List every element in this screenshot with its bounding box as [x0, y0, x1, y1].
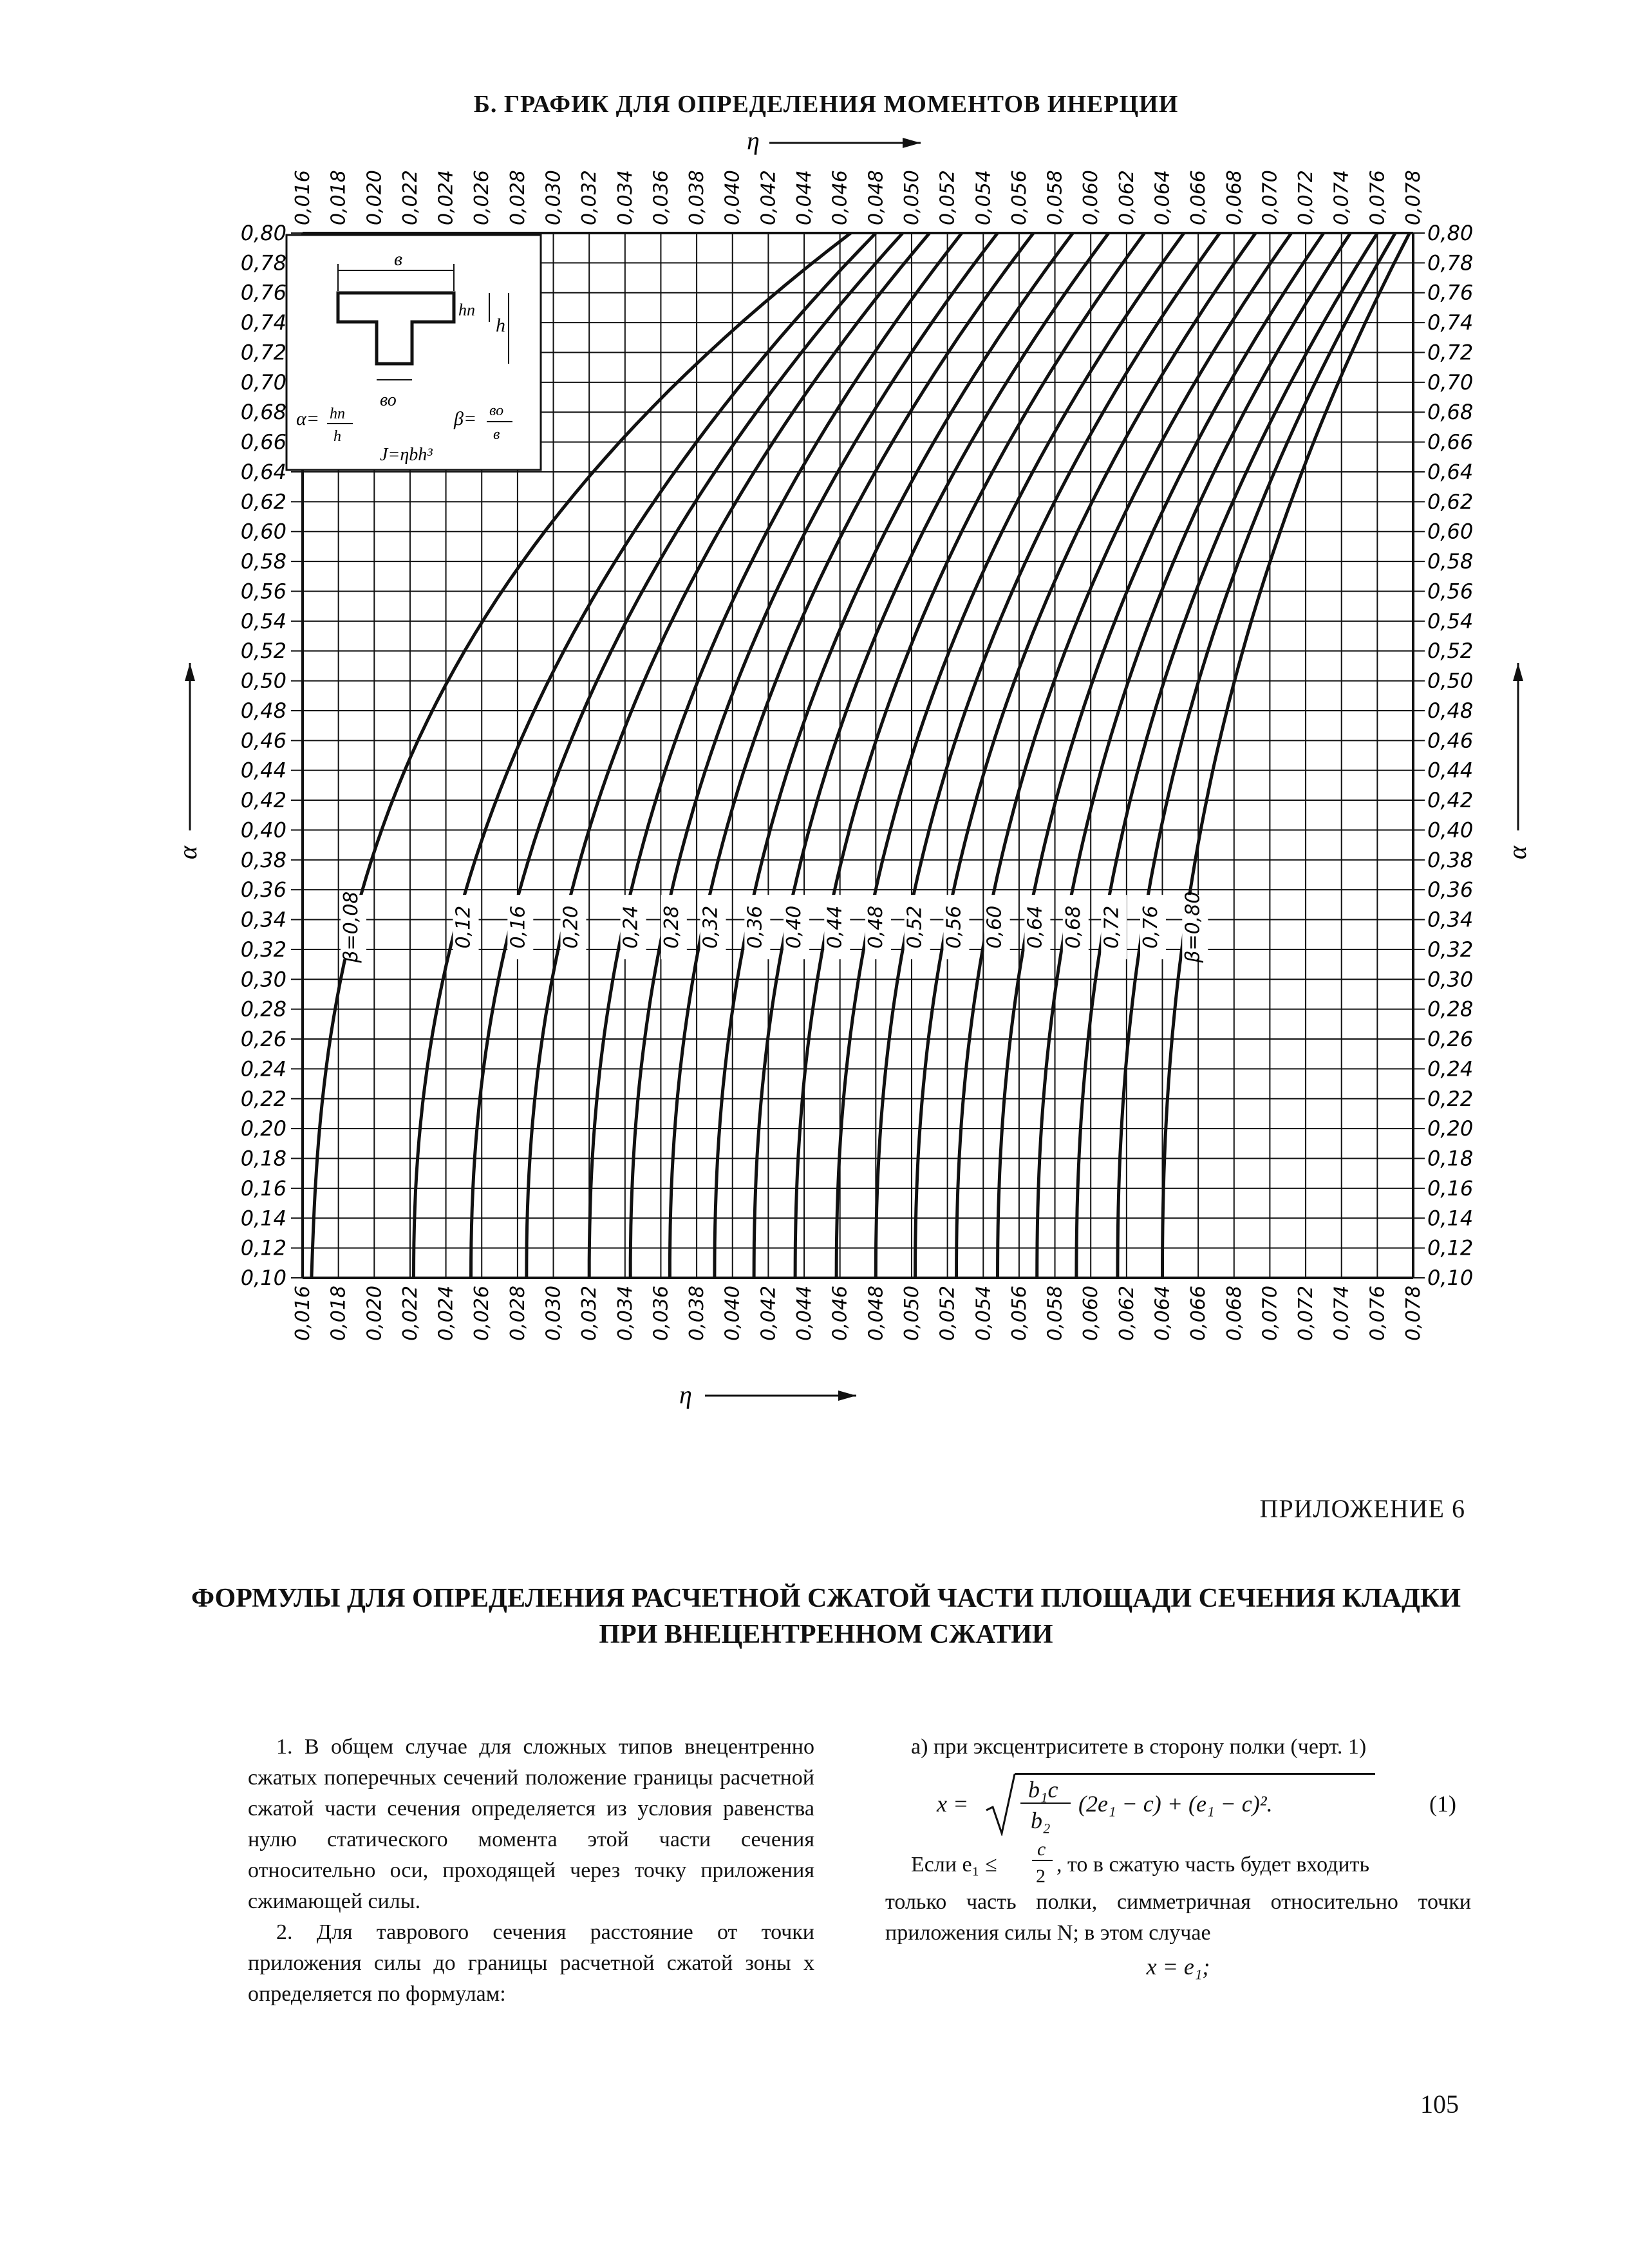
x-tick-label-bottom: 0,050	[900, 1286, 923, 1341]
y-tick-label-left: 0,68	[240, 400, 286, 425]
main-heading-line-1: ФОРМУЛЫ ДЛЯ ОПРЕДЕЛЕНИЯ РАСЧЕТНОЙ СЖАТОЙ ЧАСТИ ПЛОЩАДИ СЕЧЕНИЯ КЛАДКИ	[191, 1584, 1461, 1613]
x-tick-label-top: 0,056	[1008, 170, 1031, 225]
y-tick-label-left: 0,46	[240, 728, 286, 753]
y-tick-label-left: 0,22	[240, 1086, 286, 1111]
y-tick-label-left: 0,38	[240, 847, 286, 872]
inset-beta-num: во	[489, 402, 504, 419]
x-tick-label-top: 0,054	[972, 170, 995, 225]
x-tick-label-top: 0,048	[865, 170, 888, 225]
curve-label: 0,52	[903, 905, 926, 949]
x-tick-label-bottom: 0,034	[614, 1286, 637, 1341]
x-tick-label-bottom: 0,042	[757, 1286, 780, 1341]
curve-beta-068	[1037, 233, 1351, 1278]
x-tick-label-top: 0,050	[900, 170, 923, 225]
formula-1-rest: (2e₁ − c) + (e₁ − c)².	[1078, 1791, 1273, 1817]
x-tick-label-bottom: 0,074	[1330, 1286, 1353, 1341]
x-tick-label-bottom: 0,078	[1402, 1286, 1425, 1341]
x-tick-label-bottom: 0,020	[363, 1286, 386, 1341]
y-tick-label-right: 0,30	[1427, 967, 1474, 992]
y-tick-label-left: 0,44	[240, 758, 286, 783]
x-tick-label-bottom: 0,070	[1259, 1286, 1282, 1341]
x-tick-label-bottom: 0,040	[721, 1286, 744, 1341]
y-axis-arrow-left-head	[185, 663, 195, 681]
y-tick-label-right: 0,44	[1427, 758, 1474, 783]
y-tick-label-left: 0,28	[240, 997, 286, 1022]
x-tick-label-bottom: 0,068	[1223, 1286, 1246, 1341]
x-tick-label-top: 0,038	[686, 170, 709, 225]
x-tick-labels-top	[292, 170, 1425, 225]
left-column	[248, 1732, 814, 2010]
y-tick-label-left: 0,24	[240, 1056, 286, 1082]
y-axis-arrow-right-head	[1513, 663, 1523, 681]
x-tick-label-top: 0,064	[1151, 170, 1174, 225]
x-tick-label-bottom: 0,076	[1366, 1286, 1389, 1341]
x-tick-label-top: 0,028	[506, 170, 529, 225]
sqrt-sign-icon	[985, 1772, 1017, 1836]
x-tick-label-top: 0,022	[399, 170, 422, 225]
y-tick-label-right: 0,58	[1427, 549, 1474, 574]
curve-label: 0,56	[943, 905, 966, 949]
x-axis-label-bottom: η	[679, 1380, 692, 1409]
y-tick-label-left: 0,20	[240, 1116, 286, 1141]
inset-b-label: в	[394, 248, 403, 270]
x-tick-label-top: 0,032	[578, 170, 601, 225]
y-tick-label-left: 0,70	[240, 370, 286, 395]
x-tick-label-bottom: 0,044	[793, 1286, 816, 1341]
paragraph-2: 2. Для таврового сечения расстояние от точки приложения силы до границы расчетной сжатой зоны x определяется по формулам:	[248, 1920, 814, 2006]
y-tick-label-left: 0,78	[240, 250, 286, 276]
y-axis-label-left: α	[173, 846, 202, 859]
y-tick-label-right: 0,56	[1427, 579, 1474, 604]
x-tick-label-top: 0,066	[1187, 170, 1210, 225]
y-tick-label-right: 0,78	[1427, 250, 1474, 276]
x-tick-label-top: 0,068	[1223, 170, 1246, 225]
t-section-inset	[286, 235, 541, 470]
formula-2: x = e₁;	[1146, 1954, 1210, 1980]
y-tick-label-left: 0,48	[240, 698, 286, 723]
inset-hp-label: hп	[458, 301, 475, 319]
x-axis-arrow-bottom-head	[838, 1390, 856, 1401]
curve-beta-028	[630, 233, 997, 1278]
y-tick-label-right: 0,16	[1427, 1175, 1474, 1201]
curve-label: 0,60	[983, 905, 1006, 949]
curve-beta-052	[876, 233, 1219, 1278]
curve-label: 0,68	[1062, 905, 1085, 949]
case-a-continuation: только часть полки, симметричная относительно точки приложения силы N; в этом случае	[885, 1890, 1471, 1945]
curve-beta-020	[527, 233, 930, 1278]
x-tick-label-top: 0,026	[471, 170, 494, 225]
inset-j-formula: J=ηbh³	[380, 445, 433, 465]
curve-labels	[340, 892, 1208, 964]
y-tick-label-left: 0,54	[240, 608, 286, 633]
curve-label: 0,36	[744, 905, 767, 949]
condition-numerator: c	[1037, 1839, 1046, 1860]
formula-1-denominator: b₂	[1031, 1808, 1051, 1833]
x-tick-label-top: 0,046	[829, 170, 852, 225]
y-tick-label-left: 0,32	[240, 937, 286, 962]
x-tick-label-top: 0,036	[650, 170, 673, 225]
curve-label: β=0,80	[1181, 891, 1205, 963]
x-tick-label-bottom: 0,032	[578, 1286, 601, 1341]
condition-denominator: 2	[1036, 1866, 1046, 1887]
y-tick-label-left: 0,66	[240, 429, 286, 454]
y-tick-label-left: 0,74	[240, 310, 286, 335]
y-tick-label-left: 0,36	[240, 877, 286, 903]
x-tick-label-bottom: 0,024	[435, 1286, 458, 1341]
x-tick-label-top: 0,062	[1115, 170, 1138, 225]
y-tick-label-right: 0,32	[1427, 937, 1474, 962]
main-heading	[0, 1580, 1652, 1653]
curve-label: 0,76	[1139, 905, 1162, 949]
x-tick-label-bottom: 0,060	[1080, 1286, 1103, 1341]
x-tick-label-top: 0,058	[1044, 170, 1067, 225]
y-tick-label-right: 0,62	[1427, 489, 1474, 514]
curve-label: 0,20	[559, 905, 583, 949]
y-tick-label-right: 0,72	[1427, 340, 1474, 365]
x-tick-label-bottom: 0,064	[1151, 1286, 1174, 1341]
x-tick-label-bottom: 0,052	[936, 1286, 959, 1341]
y-tick-label-right: 0,50	[1427, 668, 1474, 693]
x-tick-label-top: 0,070	[1259, 170, 1282, 225]
paragraph-1: 1. В общем случае для сложных типов внецентренно сжатых поперечных сечений положение границы расчетной сжатой части сечения определяется из условия равенства нулю статического момента этой части сечения относительно оси, проходящей через точку приложения сжимающей силы.	[248, 1735, 814, 1913]
x-tick-label-top: 0,030	[542, 170, 565, 225]
y-tick-label-right: 0,46	[1427, 728, 1474, 753]
y-tick-label-left: 0,12	[240, 1235, 286, 1260]
y-tick-label-right: 0,64	[1427, 459, 1474, 484]
y-tick-label-left: 0,34	[240, 907, 286, 932]
y-tick-label-right: 0,12	[1427, 1235, 1474, 1260]
y-tick-label-right: 0,36	[1427, 877, 1474, 903]
y-tick-label-right: 0,52	[1427, 639, 1474, 664]
x-tick-label-bottom: 0,018	[327, 1286, 350, 1341]
x-tick-label-top: 0,016	[292, 170, 314, 225]
x-tick-label-top: 0,042	[757, 170, 780, 225]
main-heading-line-2: ПРИ ВНЕЦЕНТРЕННОМ СЖАТИИ	[599, 1620, 1053, 1649]
x-tick-label-top: 0,074	[1330, 170, 1353, 225]
x-tick-label-top: 0,020	[363, 170, 386, 225]
y-tick-label-left: 0,26	[240, 1027, 286, 1052]
y-tick-label-left: 0,14	[240, 1206, 286, 1231]
curve-label: 0,12	[452, 905, 475, 949]
y-tick-label-right: 0,28	[1427, 997, 1474, 1022]
y-tick-label-right: 0,66	[1427, 429, 1474, 454]
formula-1-number: (1)	[1429, 1791, 1456, 1817]
x-tick-label-bottom: 0,022	[399, 1286, 422, 1341]
y-tick-label-right: 0,70	[1427, 370, 1474, 395]
y-tick-label-right: 0,76	[1427, 280, 1474, 305]
y-tick-label-left: 0,18	[240, 1146, 286, 1171]
curve-label: 0,72	[1100, 905, 1123, 949]
y-tick-label-right: 0,54	[1427, 608, 1474, 633]
y-tick-label-right: 0,14	[1427, 1206, 1474, 1231]
curve-label: 0,40	[783, 905, 806, 949]
y-tick-label-left: 0,64	[240, 459, 286, 484]
x-tick-label-bottom: 0,036	[650, 1286, 673, 1341]
x-axis-arrow-top-head	[903, 138, 921, 148]
case-a-text: а) при эксцентриситете в сторону полки (черт. 1)	[911, 1735, 1367, 1759]
curve-label: 0,64	[1024, 905, 1047, 949]
inset-beta-den: в	[493, 426, 500, 443]
y-tick-label-left: 0,10	[240, 1266, 286, 1290]
y-tick-label-left: 0,60	[240, 519, 286, 544]
y-axis-label-right: α	[1503, 846, 1532, 859]
x-axis-label-top: η	[747, 126, 760, 155]
y-tick-label-right: 0,10	[1427, 1266, 1474, 1290]
curve-label: 0,16	[507, 905, 530, 949]
inset-alpha-num: hп	[330, 406, 345, 422]
x-tick-label-bottom: 0,028	[506, 1286, 529, 1341]
y-tick-label-left: 0,52	[240, 639, 286, 664]
x-tick-label-top: 0,052	[936, 170, 959, 225]
curve-beta-024	[589, 233, 962, 1278]
curve-beta-060	[957, 233, 1291, 1278]
y-tick-label-left: 0,40	[240, 818, 286, 843]
y-tick-label-right: 0,68	[1427, 400, 1474, 425]
x-tick-label-bottom: 0,038	[686, 1286, 709, 1341]
y-tick-label-right: 0,60	[1427, 519, 1474, 544]
y-tick-label-left: 0,30	[240, 967, 286, 992]
formula-1-numerator: b₁c	[1028, 1777, 1058, 1803]
inset-alpha-formula: α=	[296, 408, 319, 429]
inset-alpha-den: h	[333, 428, 341, 445]
y-tick-label-right: 0,40	[1427, 818, 1474, 843]
y-tick-label-right: 0,18	[1427, 1146, 1474, 1171]
x-tick-label-top: 0,060	[1080, 170, 1103, 225]
chart-title: Б. ГРАФИК ДЛЯ ОПРЕДЕЛЕНИЯ МОМЕНТОВ ИНЕРЦИИ	[473, 91, 1179, 118]
x-tick-label-bottom: 0,062	[1115, 1286, 1138, 1341]
y-tick-label-left: 0,76	[240, 280, 286, 305]
y-tick-label-right: 0,20	[1427, 1116, 1474, 1141]
page-number: 105	[1420, 2090, 1459, 2119]
y-tick-label-left: 0,42	[240, 788, 286, 813]
y-tick-label-left: 0,62	[240, 489, 286, 514]
inset-h-label: h	[496, 315, 505, 336]
y-tick-label-right: 0,24	[1427, 1056, 1474, 1082]
x-tick-label-bottom: 0,054	[972, 1286, 995, 1341]
x-tick-label-top: 0,040	[721, 170, 744, 225]
curve-beta-044	[795, 233, 1145, 1278]
y-tick-label-right: 0,22	[1427, 1086, 1474, 1111]
x-tick-label-top: 0,024	[435, 170, 458, 225]
y-tick-label-left: 0,72	[240, 340, 286, 365]
y-tick-label-right: 0,42	[1427, 788, 1474, 813]
y-tick-label-right: 0,80	[1427, 221, 1474, 245]
y-tick-label-right: 0,26	[1427, 1027, 1474, 1052]
y-tick-label-right: 0,48	[1427, 698, 1474, 723]
curve-label: 0,24	[619, 905, 643, 949]
x-tick-label-top: 0,034	[614, 170, 637, 225]
y-tick-label-left: 0,80	[240, 221, 286, 245]
y-tick-label-right: 0,74	[1427, 310, 1474, 335]
y-tick-label-right: 0,34	[1427, 907, 1474, 932]
x-tick-label-top: 0,072	[1295, 170, 1318, 225]
formula-1-lhs: x =	[937, 1791, 969, 1817]
y-tick-label-left: 0,58	[240, 549, 286, 574]
appendix-label: ПРИЛОЖЕНИЕ 6	[1259, 1494, 1465, 1523]
x-tick-label-bottom: 0,026	[471, 1286, 494, 1341]
curve-label: 0,48	[865, 905, 888, 949]
x-tick-label-bottom: 0,056	[1008, 1286, 1031, 1341]
x-tick-label-bottom: 0,058	[1044, 1286, 1067, 1341]
x-tick-label-top: 0,044	[793, 170, 816, 225]
x-tick-label-bottom: 0,072	[1295, 1285, 1318, 1341]
x-tick-label-top: 0,018	[327, 170, 350, 225]
x-tick-label-bottom: 0,046	[829, 1286, 852, 1341]
curve-label: β=0,08	[339, 891, 362, 963]
right-column	[885, 1732, 1471, 1982]
curve-label: 0,28	[660, 905, 683, 949]
inset-beta-formula: β=	[454, 408, 477, 429]
x-tick-label-bottom: 0,066	[1187, 1286, 1210, 1341]
curve-label: 0,44	[823, 905, 847, 949]
x-tick-label-bottom: 0,048	[865, 1286, 888, 1341]
x-tick-label-top: 0,076	[1366, 170, 1389, 225]
x-tick-labels-bottom	[292, 1286, 1425, 1341]
condition-prefix: Если e₁ ≤	[911, 1853, 997, 1877]
x-tick-label-bottom: 0,016	[292, 1286, 314, 1341]
y-tick-label-left: 0,16	[240, 1175, 286, 1201]
y-tick-label-left: 0,50	[240, 668, 286, 693]
x-tick-label-top: 0,078	[1402, 170, 1425, 225]
x-tick-label-bottom: 0,030	[542, 1286, 565, 1341]
condition-suffix: , то в сжатую часть будет входить	[1056, 1853, 1369, 1877]
formula-1	[885, 1768, 1471, 1842]
curve-label: 0,32	[699, 905, 722, 949]
y-tick-label-left: 0,56	[240, 579, 286, 604]
condition-line	[885, 1839, 1471, 1887]
y-tick-labels-right	[1413, 221, 1473, 1290]
y-tick-label-right: 0,38	[1427, 847, 1474, 872]
inset-b0-label: во	[380, 390, 397, 410]
curve-beta-064	[998, 233, 1324, 1278]
